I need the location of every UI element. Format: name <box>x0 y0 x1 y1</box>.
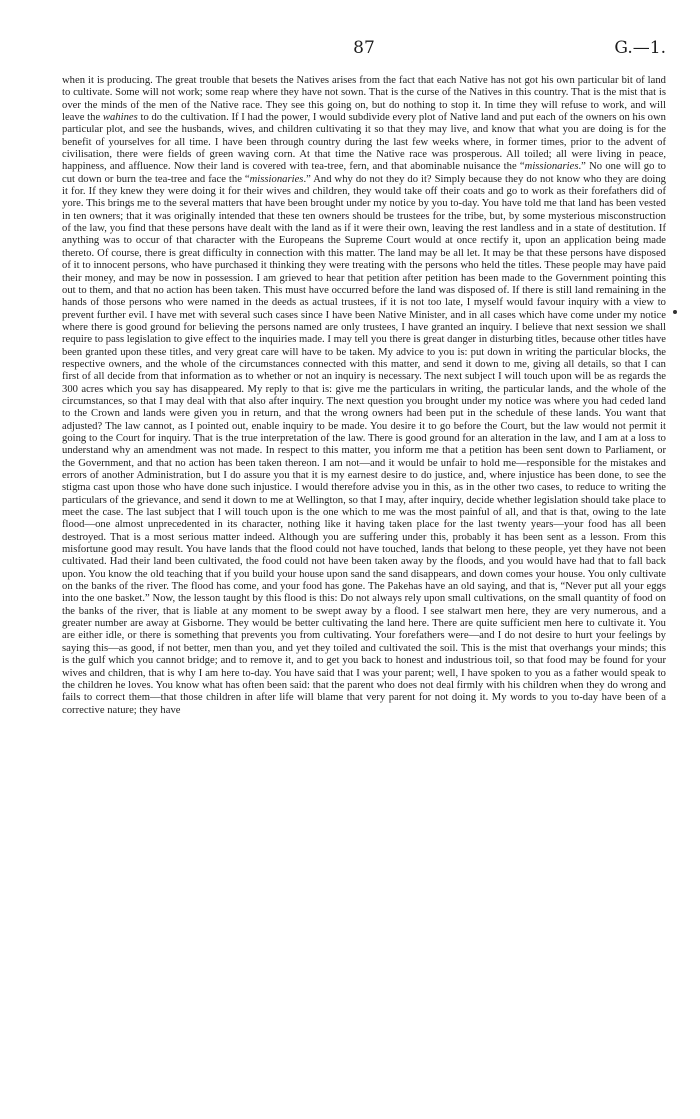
margin-dot <box>673 310 677 314</box>
text-segment: to do the cultivation. If I had the power, I would subdivide every plot of Native land and put each of the owners on his own particular plot, and see the husbands, wives, and children cultivating it so that they may live, and know that what you are doing is for the benefit of yourselves for all time. I have been through country during the last few weeks where, in former times, prior to the advent of civilisation, there were fields of green waving corn. At that time the Native race was prosperous. All toiled; all were living in peace, happiness, and affluence. Now their land is covered with tea-tree, fern, and that abominable nuisance the “ <box>62 112 666 173</box>
page-header <box>62 38 666 62</box>
italic-term-missionaries: missionaries <box>249 173 304 185</box>
text-segment: .” And why do not they do it? Simply because they do not know who they are doing it for. If they knew they were doing it for their wives and children, they would take off their coats and go to work as their forefathers did of yore. This brings me to the several matters that have been brought under my notice by you to-day. You have told me that land has been vested in ten owners; that it was originally intended that these ten owners should be trustees for the tribe, but, by some mysterious misconstruction of the law, you find that these persons have dealt with the land as if it were their own, leaving the rest landless and in a state of destitution. If anything was to occur of that character with the Europeans the Supreme Court would at once rectify it, upon an application being made thereto. Of course, there is great difficulty in connection with this matter. The land may be all let. It may be that these persons have disposed of it to innocent persons, who have purchased it thinking they were treating with the persons who held the titles. These people may have paid their money, and may be now in possession. I am grieved to hear that petition after petition has been made to the Government pointing this out to them, and that no action has been taken. This must have occurred before the land was disposed of. If there is still land remaining in the hands of those persons who were named in the deeds as actual trustees, if it is not too late, I myself would favour inquiry with a view to prevent further evil. I have met with several such cases since I have been Native Minister, and in all cases which have come under my notice where there is good ground for believing the persons named are only trustees, I have granted an inquiry. I believe that next session we shall require to pass legislation to give effect to the inquiries made. I may tell you there is great danger in disturbing titles, because other titles have been granted upon these titles, and very great care will have to be taken. My advice to you is: put down in writing the particular blocks, the respective owners, and the whole of the circumstances connected with this matter, and send it down to me, giving all details, so that I can first of all decide from that information as to whether or not an inquiry is necessary. The next subject I will touch upon will be as regards the 300 acres which you say has disappeared. My reply to that is: give me the particulars in writing, the particular lands, and the whole of the circumstances, so that I may deal with that also after inquiry. The next question you brought under my notice was where you had ceded land to the Crown and lands were given you in return, and that the wrong owners had been put in the schedule of these lands. You want that adjusted? The law cannot, as I pointed out, enable inquiry to be made. You desire it to go before the Court, but the law would not permit it going to the Court for inquiry. That is the true interpretation of the law. There is good ground for an alteration in the law, and I am at a loss to understand why an amendment was not made. In respect to this matter, you inform me that a petition has been sent down to Parliament, or the Government, and that no action has been taken thereon. I am not—and it would be unfair to hold me—responsible for the mistakes and errors of another Administration, but I do assure you that it is my earnest desire to do justice, and, where injustice has been done, to see the stigma cast upon those who have done such injustice. I would therefore advise you in this, as in the other two cases, to reduce to writing the particulars of the grievance, and send it down to me at Wellington, so that I may, after inquiry, decide whether legislation should take place to meet the case. The last subject that I will touch upon is the one which to me was the most painful of all, and that is that, owing to the late flood—one almost unprecedented in its character, nothing like it having taken place for the last twenty years—your food has all been destroyed. That is a most serious matter indeed. Although you are suffering under this, probably it has been sent as a lesson. From this misfortune good may result. You have lands that the flood could not have touched, lands that belong to these people, yet they have not been cultivated. Had their land been cultivated, the food could not have been taken away by the floods, and you would have had that to fall back upon. You know the old teaching that if you build your house upon sand the sand disappears, and down comes your house. You only cultivate on the banks of the river. The flood has come, and your food has gone. The Pakehas have an old saying, and that is, “Never put all your eggs into the one basket.” Now, the lesson taught by this flood is this: Do not always rely upon small cultivations, on the small quantity of food on the banks of the river, that is liable at any moment to be swept away by a flood. I see stalwart men here, they are very numerous, and a greater number are away at Gisborne. They would be better cultivating the land here. There are quite sufficient men here to cultivate it. You are either idle, or there is something that prevents you from cultivating. Your forefathers were—and I do not desire to hurt your feelings by saying this—as good, if not better, men than you, and yet they toiled and cultivated the soil. This is the mist that overhangs your minds; this is the gulf which you cannot bridge; and to remove it, and to get you back to honest and industrious toil, so that food may be found for your wives and children, that is why I am here to-day. You have said that I was your parent; well, I have spoken to you as a father would speak to the children he loves. You know what has often been said: that the parent who does not deal firmly with his children when they do wrong and fails to correct them—that those children in after life will blame that very parent for not doing it. My words to you to-day have been of a corrective nature; they have <box>62 173 666 716</box>
text-segment: when it is producing. The great trouble that besets the Natives arises from the fact that each Native has not got his own particular bit of land to cultivate. Some will not work; some reap where they have not sown. That is the curse of the Natives in this country. That is the mist that is over the minds of the men of the Native race. They see this going on, but do nothing to stop it. In time they will refuse to work, and will leave the <box>62 75 666 124</box>
page-number: 87 <box>353 38 375 58</box>
italic-term-missionaries: missionaries <box>524 161 579 173</box>
body-text <box>62 75 666 717</box>
italic-term-wahines: wahines <box>102 112 138 124</box>
page-reference: G.—1. <box>614 38 666 58</box>
paragraph <box>62 75 666 717</box>
text-segment: .” No one will go to cut down or burn the tea-tree and face the “ <box>62 161 666 185</box>
